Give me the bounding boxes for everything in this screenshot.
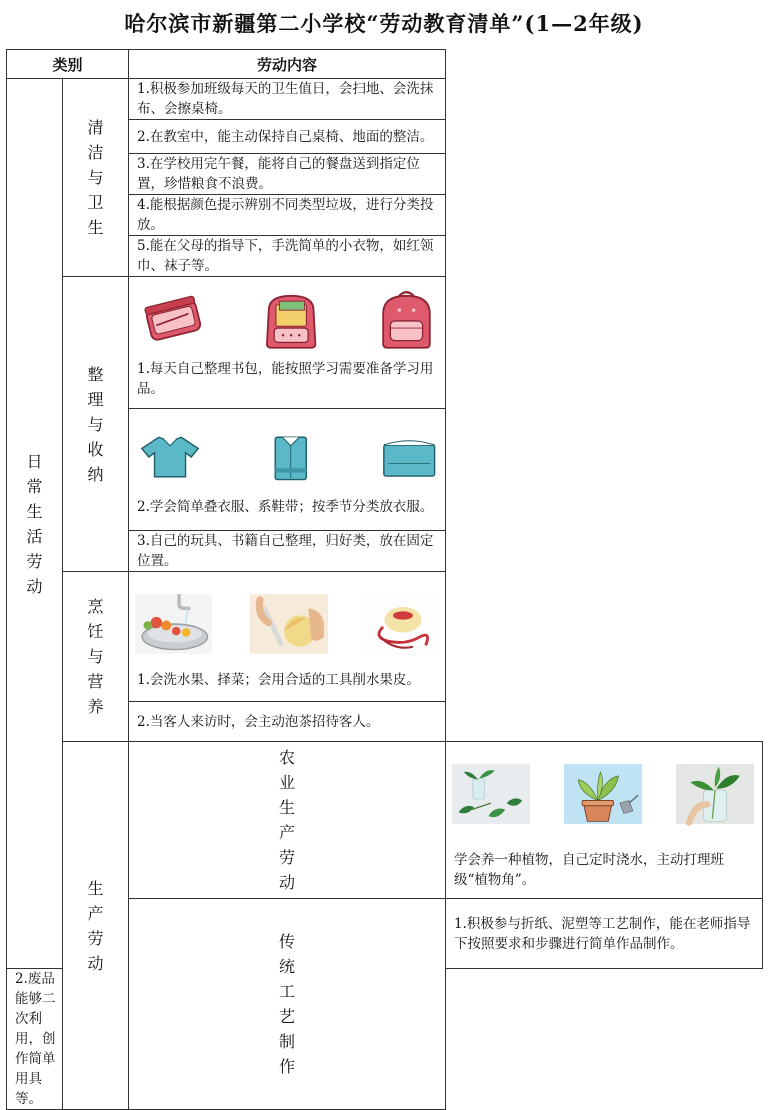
list-item: 1.每天自己整理书包，能按照学习需要准备学习用品。 — [137, 360, 434, 397]
group-label: 清洁与卫生 — [87, 118, 104, 237]
labor-education-table — [6, 49, 763, 1110]
shirt-icon — [139, 423, 201, 491]
washing-fruit-photo — [135, 582, 212, 666]
section-production — [63, 742, 129, 1110]
folded-shirt-icon — [271, 421, 311, 493]
header-content: 劳动内容 — [129, 50, 446, 79]
table-row — [7, 572, 763, 702]
list-item: 1.积极参与折纸、泥塑等工艺制作，能在老师指导下按照要求和步骤进行简单作品制作。 — [446, 899, 763, 969]
plant-cutting-photo — [452, 748, 530, 840]
list-item: 5.能在父母的指导下，手洗简单的小衣物，如红领巾、袜子等。 — [129, 236, 446, 277]
illustrated-item — [129, 409, 446, 531]
table-row — [7, 742, 763, 899]
folded-clothes-icon — [381, 426, 437, 488]
group-agriculture — [129, 742, 446, 899]
section-label: 日常生活劳动 — [26, 451, 43, 596]
list-item: 4.能根据颜色提示辨别不同类型垃圾，进行分类投放。 — [129, 195, 446, 236]
list-item: 2.在教室中，能主动保持自己桌椅、地面的整洁。 — [129, 120, 446, 154]
list-item: 1.积极参加班级每天的卫生值日，会扫地、会洗抹布、会擦桌椅。 — [129, 79, 446, 120]
group-cleaning — [63, 79, 129, 277]
group-label: 农业生产劳动 — [278, 748, 295, 892]
group-label: 传统工艺制作 — [278, 932, 295, 1076]
list-item: 1.会洗水果、择菜；会用合适的工具削水果皮。 — [137, 671, 420, 688]
list-item: 2.废品能够二次利用，创作简单用具等。 — [7, 969, 63, 1110]
list-item: 2.当客人来访时，会主动泡茶招待客人。 — [129, 702, 446, 742]
closed-backpack-icon — [376, 285, 437, 355]
list-item: 3.在学校用完午餐，能将自己的餐盘送到指定位置，珍惜粮食不浪费。 — [129, 154, 446, 195]
table-row — [7, 277, 763, 409]
peeled-apple-photo — [366, 582, 437, 666]
section-label: 生产劳动 — [87, 878, 104, 973]
group-label: 烹饪与营养 — [87, 597, 104, 716]
table-row — [7, 79, 763, 120]
open-backpack-icon — [258, 285, 324, 355]
group-organizing — [63, 277, 129, 572]
plant-in-jar-photo — [676, 748, 754, 840]
section-daily-life — [7, 79, 63, 969]
peeling-fruit-photo — [250, 582, 328, 666]
pencil-case-icon — [143, 289, 206, 351]
illustrated-item — [446, 742, 763, 899]
list-item: 3.自己的玩具、书籍自己整理，归好类，放在固定位置。 — [129, 531, 446, 572]
header-category: 类别 — [7, 50, 129, 79]
table-header-row — [7, 50, 763, 79]
illustrated-item — [129, 572, 446, 702]
group-craft — [129, 899, 446, 1110]
list-item: 2.学会简单叠衣服、系鞋带；按季节分类放衣服。 — [137, 498, 434, 515]
page-title: 哈尔滨市新疆第二小学校“劳动教育清单”(1—2年级) — [124, 11, 644, 36]
potted-plant-icon — [564, 748, 642, 840]
illustrated-item — [129, 277, 446, 409]
list-item: 学会养一种植物，自己定时浇水，主动打理班级“植物角”。 — [454, 852, 724, 888]
group-cooking — [63, 572, 129, 742]
group-label: 整理与收纳 — [87, 364, 104, 484]
